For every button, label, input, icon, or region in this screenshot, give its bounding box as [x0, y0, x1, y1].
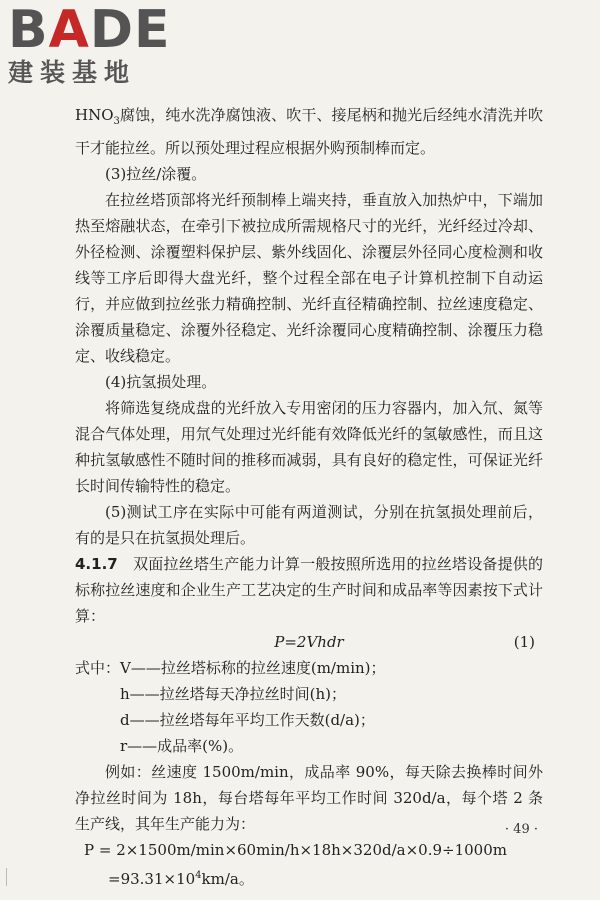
page-number: · 49 ·: [504, 822, 538, 837]
bade-logo: [8, 0, 183, 92]
page-body: [75, 102, 543, 892]
clause-number: 4.1.7: [75, 555, 118, 573]
logo-accent-letter: A: [48, 0, 90, 60]
margin-mark: [6, 868, 7, 886]
equation-number: (1): [513, 633, 535, 651]
logo-latin-text: BADE: [8, 0, 171, 60]
example-paragraph: 例如：丝速度 1500m/min，成品率 90%，每天除去换棒时间外净拉丝时间为 18h，每台塔每年平均工作时间 320d/a，每个塔 2 条生产线，其年生产能力为：: [75, 763, 543, 833]
formula-line: [75, 629, 543, 655]
variable-v: V——拉丝塔标称的拉丝速度(m/min)；: [120, 659, 386, 677]
formula-expression: P=2Vhdr: [274, 633, 344, 651]
calculation-line-1: P = 2×1500m/min×60min/h×18h×320d/a×0.9÷1000m: [84, 841, 507, 859]
variable-definition-d: d——拉丝塔每年平均工作天数(d/a)；: [120, 711, 375, 729]
logo-chinese-text: 建装基地: [8, 58, 137, 87]
calculation-value: =93.31×10: [108, 870, 196, 888]
paragraph-text: 腐蚀，纯水洗净腐蚀液、吹干、接尾柄和抛光后经纯水清洗并吹干才能拉丝。所以预处理过程应根据外购预制棒而定。: [75, 106, 543, 157]
heading-anti-hydrogen: (4)抗氢损处理。: [105, 373, 217, 391]
calculation-unit: km/a。: [201, 870, 254, 888]
chemical-subscript: 3: [113, 116, 120, 127]
variable-definition-v: [75, 655, 543, 681]
heading-drawing-coating: (3)拉丝/涂覆。: [105, 165, 207, 183]
paragraph-pretreatment: [75, 102, 543, 161]
variable-definition-h: h——拉丝塔每天净拉丝时间(h)；: [120, 685, 347, 703]
clause-text: 双面拉丝塔生产能力计算一般按照所选用的拉丝塔设备提供的标称拉丝速度和企业生产工艺决定的生产时间和成品率等因素按下式计算：: [75, 555, 543, 625]
paragraph-anti-hydrogen: 将筛选复绕成盘的光纤放入专用密闭的压力容器内，加入氘、氮等混合气体处理，用氘气处理过光纤能有效降低光纤的氢敏感性，而且这种抗氢敏感性不随时间的推移而减弱，具有良好的稳定性，可保证光纤长时间传输特性的稳定。: [75, 399, 543, 495]
chemical-formula: HNO: [75, 106, 114, 124]
calculation-line-2: [75, 863, 543, 892]
variable-definition-r: r——成品率(%)。: [120, 737, 244, 755]
calculation-exponent: 4: [195, 870, 202, 881]
paragraph-drawing-coating: 在拉丝塔顶部将光纤预制棒上端夹持，垂直放入加热炉中，下端加热至熔融状态，在牵引下被拉成所需规格尺寸的光纤，光纤经过冷却、外径检测、涂覆塑料保护层、紫外线固化、涂覆层外径同心度检测和收线等工序后即得大盘光纤，整个过程全部在电子计算机控制下自动运行，并应做到拉丝张力精确控制、光纤直径精确控制、拉丝速度稳定、涂覆质量稳定、涂覆外径稳定、光纤涂覆同心度精确控制、涂覆压力稳定、收线稳定。: [75, 191, 543, 365]
paragraph-testing: (5)测试工序在实际中可能有两道测试，分别在抗氢损处理前后，有的是只在抗氢损处理后。: [75, 503, 543, 547]
variables-prefix: 式中：: [75, 659, 121, 677]
clause-4-1-7: [75, 551, 543, 629]
